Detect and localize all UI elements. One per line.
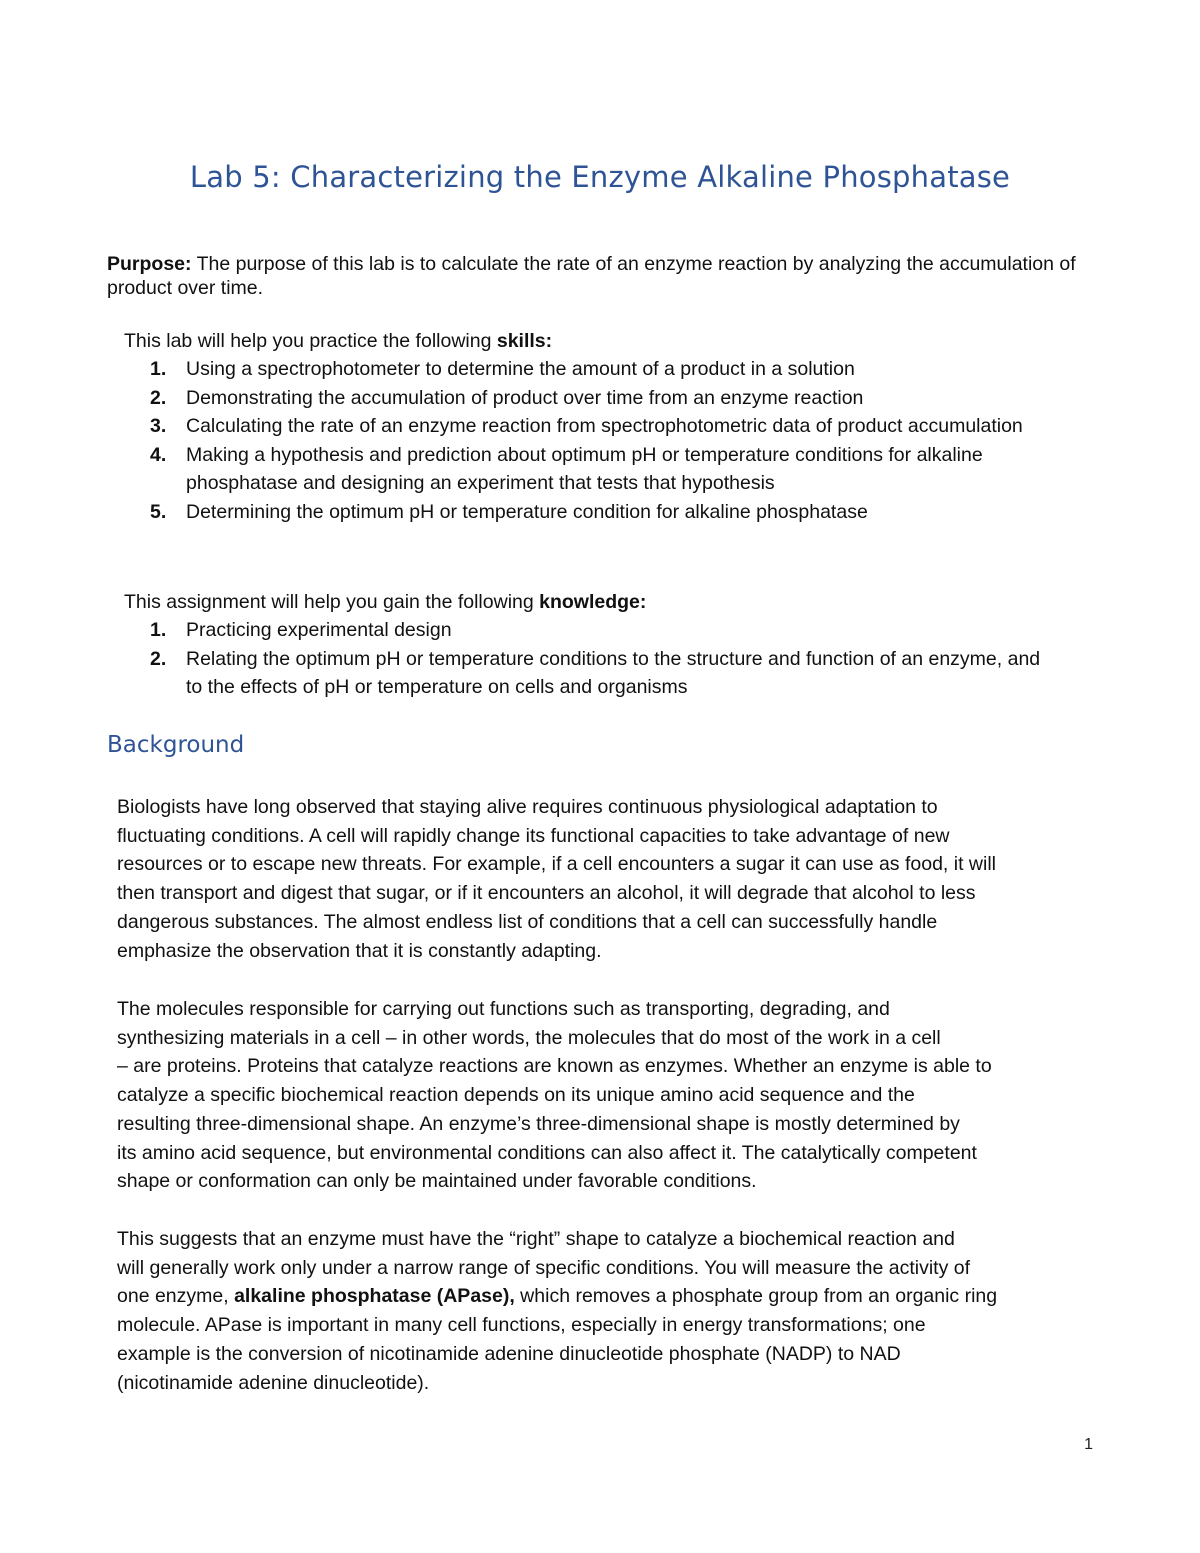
knowledge-list [150,616,1050,702]
list-item-text: Determining the optimum pH or temperature condition for alkaline phosphatase [186,500,868,523]
paragraph-line: will generally work only under a narrow range of specific conditions. You will measure the activity of [117,1256,971,1279]
knowledge-intro-bold: knowledge: [539,591,647,613]
paragraph-line: fluctuating conditions. A cell will rapidly change its functional capacities to take advantage of new [117,824,950,847]
list-item [150,412,1050,441]
list-item-number: 1. [150,358,167,380]
background-heading: Background [107,732,245,758]
paragraph-line: then transport and digest that sugar, or if it encounters an alcohol, it will degrade that alcohol to less [117,882,976,905]
paragraph-line: molecule. APase is important in many cell functions, especially in energy transformations; one [117,1314,926,1337]
skills-intro-bold: skills: [496,330,553,352]
paragraph-line: (nicotinamide adenine dinucleotide). [117,1371,430,1394]
list-item [150,441,1050,498]
paragraph-line: example is the conversion of nicotinamide adenine dinucleotide phosphate (NADP) to NAD [117,1342,901,1365]
paragraph-line: resources or to escape new threats. For example, if a cell encounters a sugar it can use as food, it will [117,853,997,876]
paragraph-line: emphasize the observation that it is constantly adapting. [117,939,602,962]
paragraph-line: The molecules responsible for carrying out functions such as transporting, degrading, and [117,998,890,1020]
purpose-paragraph [107,252,1107,300]
paragraph-line: synthesizing materials in a cell – in other words, the molecules that do most of the work in a cell [117,1026,941,1049]
list-item-text: Calculating the rate of an enzyme reaction from spectrophotometric data of product accumulation [186,415,1023,437]
list-item-number: 1. [150,619,167,641]
enzyme-name-bold: alkaline phosphatase (APase), [234,1285,515,1308]
paragraph-line: This suggests that an enzyme must have the “right” shape to catalyze a biochemical reaction and [117,1228,955,1250]
paragraph-text: one enzyme, [117,1285,235,1308]
list-item [150,384,1050,413]
list-item-text: Making a hypothesis and prediction about optimum pH or temperature conditions for alkaline phosphatase and designing an experiment that tests that hypothesis [186,443,983,494]
paragraph-line: resulting three-dimensional shape. An enzyme’s three-dimensional shape is mostly determined by [117,1112,960,1135]
list-item-text: Practicing experimental design [186,619,452,641]
paragraph-line: its amino acid sequence, but environmental conditions can also affect it. The catalytically competent [117,1141,977,1164]
paragraph-line: – are proteins. Proteins that catalyze reactions are known as enzymes. Whether an enzyme is able to [117,1055,992,1078]
paragraph-line [117,1282,1097,1311]
paragraph-line: shape or conformation can only be maintained under favorable conditions. [117,1170,757,1193]
paragraph-line: catalyze a specific biochemical reaction depends on its unique amino acid sequence and the [117,1084,915,1107]
paragraph-text: which removes a phosphate group from an organic ring [514,1285,998,1308]
list-item [150,645,1050,702]
list-item-number: 4. [150,443,167,466]
paragraph-line: dangerous substances. The almost endless list of conditions that a cell can successfully handle [117,910,938,933]
knowledge-intro-text: This assignment will help you gain the following [124,591,540,613]
skills-list [150,355,1050,526]
document-title: Lab 5: Characterizing the Enzyme Alkaline Phosphatase [189,160,1011,194]
list-item-text: Demonstrating the accumulation of product over time from an enzyme reaction [186,386,864,409]
purpose-text: The purpose of this lab is to calculate the rate of an enzyme reaction by analyzing the accumulation of product over time. [107,253,1076,299]
background-paragraph-3 [117,1225,1097,1397]
list-item-number: 5. [150,500,167,523]
knowledge-intro [124,590,646,614]
list-item [150,498,1050,527]
page-number: 1 [1084,1436,1093,1453]
skills-intro-text: This lab will help you practice the following [124,330,497,352]
list-item-text: Using a spectrophotometer to determine the amount of a product in a solution [186,358,855,380]
list-item-text: Relating the optimum pH or temperature conditions to the structure and function of an enzyme, and to the effects of pH or temperature on cells and organisms [186,647,1041,698]
list-item-number: 2. [150,647,167,670]
list-item [150,355,1050,384]
background-paragraph-1 [117,793,1097,965]
purpose-label: Purpose: [107,253,192,275]
paragraph-line: Biologists have long observed that staying alive requires continuous physiological adaptation to [117,796,938,818]
background-paragraph-2 [117,995,1097,1196]
list-item-number: 3. [150,415,167,437]
list-item [150,616,1050,645]
list-item-number: 2. [150,386,167,409]
skills-intro [124,329,552,353]
